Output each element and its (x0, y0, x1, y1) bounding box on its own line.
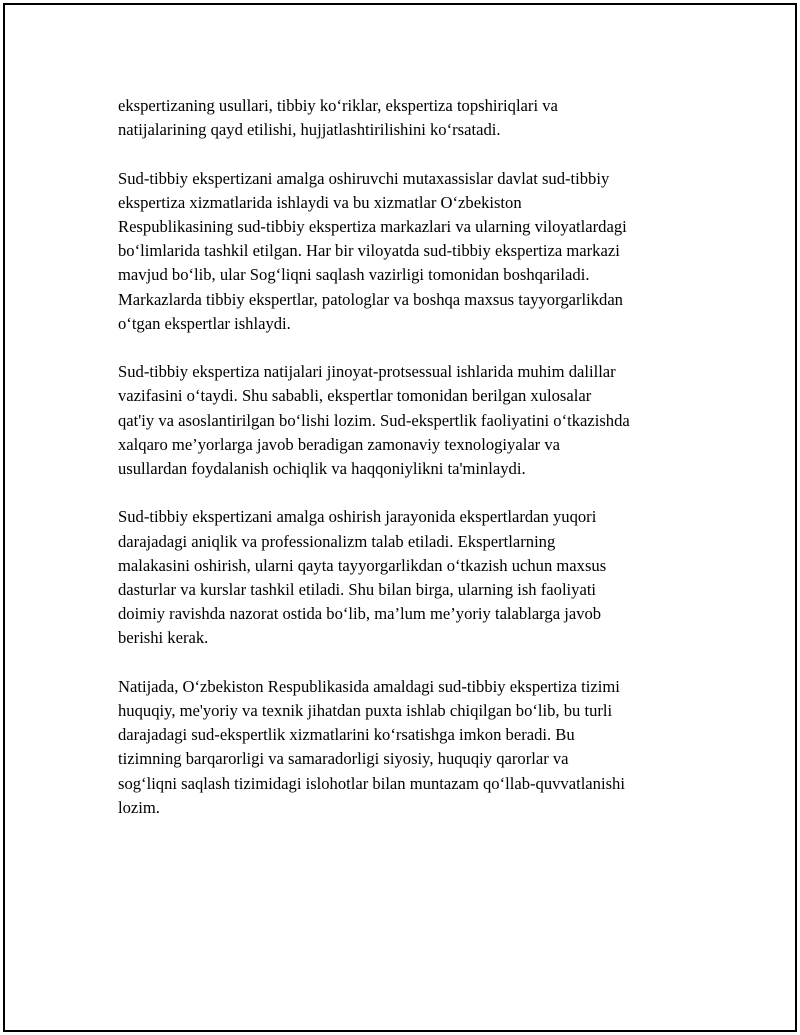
paragraph-5: Natijada, O‘zbekiston Respublikasida amaldagi sud-tibbiy ekspertiza tizimi huquqiy, me'yoriy va texnik jihatdan puxta ishlab chiqilgan bo‘lib, bu turli darajadagi sud-ekspertlik xizmatlarini ko‘rsatishga imkon beradi. Bu tizimning barqarorligi va samaradorligi siyosiy, huquqiy qarorlar va sog‘liqni saqlash tizimidagi islohotlar bilan muntazam qo‘llab-quvvatlanishi lozim. (118, 676, 625, 817)
document-body (118, 94, 693, 844)
paragraph-4: Sud-tibbiy ekspertizani amalga oshirish jarayonida ekspertlardan yuqori darajadagi aniqlik va professionalizm talab etiladi. Ekspertlarning malakasini oshirish, ularni qayta tayyorgarlikdan o‘tkazish uchun maxsus dasturlar va kurslar tashkil etiladi. Shu bilan birga, ularning ish faoliyati doimiy ravishda nazorat ostida bo‘lib, ma’lum me’yoriy talablarga javob berishi kerak. (118, 507, 607, 648)
paragraph-2: Sud-tibbiy ekspertizani amalga oshiruvchi mutaxassislar davlat sud-tibbiy ekspertiza xizmatlarida ishlaydi va bu xizmatlar O‘zbekiston Respublikasining sud-tibbiy ekspertiza markazlari va ularning viloyatlardagi bo‘limlarida tashkil etilgan. Har bir viloyatda sud-tibbiy ekspertiza markazi mavjud bo‘lib, ular Sog‘liqni saqlash vazirligi tomonidan boshqariladi. Markazlarda tibbiy ekspertlar, patologlar va boshqa maxsus tayyorgarlikdan o‘tgan ekspertlar ishlaydi. (118, 168, 627, 333)
paragraph-3: Sud-tibbiy ekspertiza natijalari jinoyat-protsessual ishlarida muhim dalillar vazifasini o‘taydi. Shu sababli, ekspertlar tomonidan berilgan xulosalar qat'iy va asoslantirilgan bo‘lishi lozim. Sud-ekspertlik faoliyatini o‘tkazishda xalqaro me’yorlarga javob beradigan zamonaviy texnologiyalar va usullardan foydalanish ochiqlik va haqqoniylikni ta'minlaydi. (118, 362, 630, 479)
paragraph-1: ekspertizaning usullari, tibbiy ko‘riklar, ekspertiza topshiriqlari va natijalarining qayd etilishi, hujjatlashtirilishini ko‘rsatadi. (118, 96, 558, 140)
